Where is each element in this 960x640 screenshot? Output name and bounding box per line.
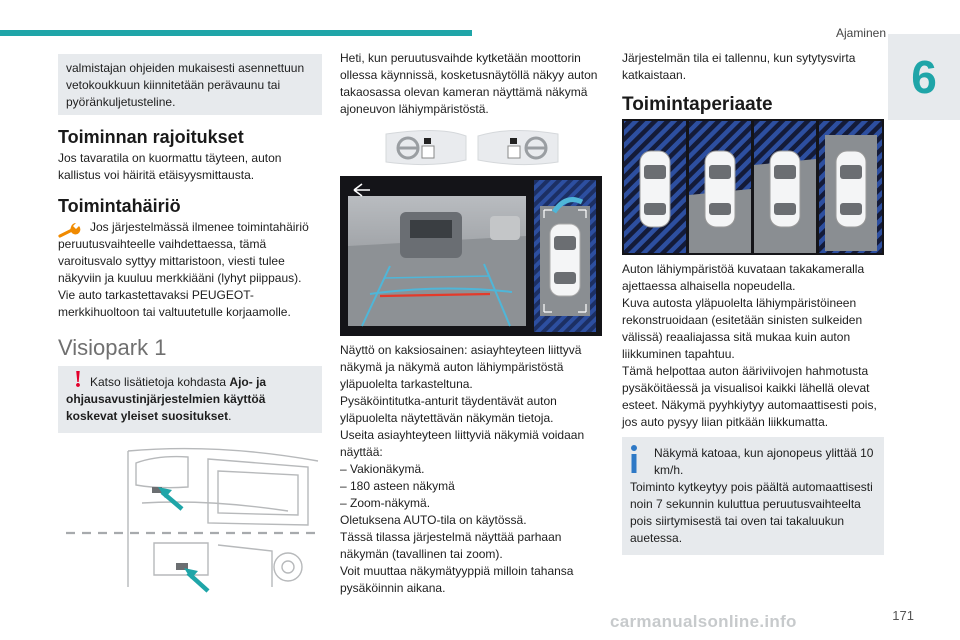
warning-prefix: Katso lisätietoja kohdasta bbox=[90, 375, 230, 389]
camera-description bbox=[340, 342, 602, 597]
sequence-frame-3 bbox=[754, 121, 816, 253]
limits-text: Jos tavaratila on kuormattu täyteen, auton kallistus voi häiritä etäisyysmittausta. bbox=[58, 151, 282, 182]
view-option-zoom: – Zoom-näkymä. bbox=[340, 496, 431, 510]
principle-line-1: Auton lähiympäristöä kuvataan takakameralla ajettaessa alhaisella nopeudella. bbox=[622, 262, 865, 293]
warning-box bbox=[58, 366, 322, 433]
camera-line-9: Voit muuttaa näkymätyyppiä milloin tahansa pysäköinnin aikana. bbox=[340, 564, 574, 595]
warning-exclamation-icon: ! bbox=[74, 367, 82, 393]
warning-reference: Ajo- ja ohjausavustinjärjestelmien käyttöä koskevat yleiset suositukset bbox=[66, 375, 267, 423]
principle-illustration bbox=[622, 119, 884, 255]
principle-line-2: Kuva autosta yläpuolelta lähiympäristöineen rekonstruoidaan (esitetään sinisten sulkeiden välissä) reaaliajassa sitä mukaa kuin auton liikkuminen tapahtuu. bbox=[622, 296, 863, 361]
header-accent-bar bbox=[0, 30, 472, 36]
camera-line-2: Pysäköintitutka-anturit täydentävät auton yläpuolelta näytettävän näkymän tietoja. bbox=[340, 394, 557, 425]
camera-line-1: Näyttö on kaksiosainen: asiayhteyteen liittyvä näkymä ja näkymä auton lähiympäristöstä yläpuolelta tarkasteltuna. bbox=[340, 343, 582, 391]
sequence-frame-4 bbox=[819, 121, 882, 253]
warning-suffix: . bbox=[228, 409, 232, 423]
state-text: Järjestelmän tila ei tallennu, kun sytytysvirta katkaistaan. bbox=[622, 51, 856, 82]
fault-text: Jos järjestelmässä ilmenee toimintahäiriö peruutusvaihteelle vaihdettaessa, tämä varoitusvalo syttyy mittaristoon, viesti tulee näkyviin ja kuuluu merkkiääni (lyhyt piippaus). bbox=[58, 220, 309, 285]
fault-heading: Toimintahäiriö bbox=[58, 196, 181, 216]
section-title: Ajaminen bbox=[835, 26, 886, 40]
sequence-frame-2 bbox=[689, 121, 751, 253]
intro-box-text: valmistajan ohjeiden mukaisesti asennettuun vetokoukkuun kiinnitetään perävaunu tai pyöränkuljetusteline. bbox=[66, 61, 305, 109]
fault-text-2: Vie auto tarkastettavaksi PEUGEOT-merkkihuoltoon tai valtuutetulle korjaamolle. bbox=[58, 288, 291, 319]
rear-camera-screen bbox=[340, 176, 602, 336]
info-box bbox=[622, 437, 884, 555]
principle-description bbox=[622, 261, 884, 431]
view-option-180: – 180 asteen näkymä bbox=[340, 479, 455, 493]
chapter-number: 6 bbox=[911, 51, 937, 103]
intro-box bbox=[58, 54, 322, 115]
column-right bbox=[622, 50, 884, 555]
watermark: carmanualsonline.info bbox=[610, 612, 797, 631]
view-option-standard: – Vakionäkymä. bbox=[340, 462, 425, 476]
car-top-view-icon bbox=[550, 224, 580, 296]
limits-heading: Toiminnan rajoitukset bbox=[58, 127, 244, 147]
principle-heading: Toimintaperiaate bbox=[622, 94, 773, 115]
info-line-1: Näkymä katoaa, kun ajonopeus ylittää 10 km/h. bbox=[654, 446, 874, 477]
fault-section bbox=[58, 219, 322, 321]
chapter-tab bbox=[888, 34, 960, 120]
visiopark-heading: Visiopark 1 bbox=[58, 335, 167, 360]
camera-line-3: Useita asiayhteyteen liittyviä näkymiä voidaan näyttää: bbox=[340, 428, 585, 459]
principle-line-3: Tämä helpottaa auton ääriviivojen hahmotusta pysäköitäessä ja visualisoi kaikki lähellä olevat esteet. Näkymä pyyhkiytyy automaattisesti pois, jos auto pysyy liian pitkään liikkumatta. bbox=[622, 364, 877, 429]
sequence-frame-1 bbox=[624, 121, 686, 253]
page-number: 171 bbox=[892, 608, 914, 623]
warning-text bbox=[66, 367, 314, 425]
column-middle bbox=[340, 50, 602, 597]
camera-line-8: Tässä tilassa järjestelmä näyttää parhaan näkymän (tavallinen tai zoom). bbox=[340, 530, 562, 561]
info-icon bbox=[630, 445, 638, 473]
camera-intro-text: Heti, kun peruutusvaihde kytketään moottorin ollessa käynnissä, kosketusnäytöllä näkyy auton takaosassa olevan kameran näyttämä näkymä ajoneuvon lähiympäristöstä. bbox=[340, 51, 598, 116]
camera-line-7: Oletuksena AUTO-tila on käytössä. bbox=[340, 513, 527, 527]
column-left bbox=[58, 50, 322, 598]
info-line-2: Toiminto kytkeytyy pois päältä automaattisesti noin 7 sekunnin kuluttua peruutusvaihteelta pois siirtymisestä tai oven tai takaluukun auetessa. bbox=[630, 480, 873, 545]
steering-indicators bbox=[340, 128, 602, 168]
wrench-icon bbox=[58, 222, 84, 240]
camera-location-illustration bbox=[58, 447, 322, 593]
